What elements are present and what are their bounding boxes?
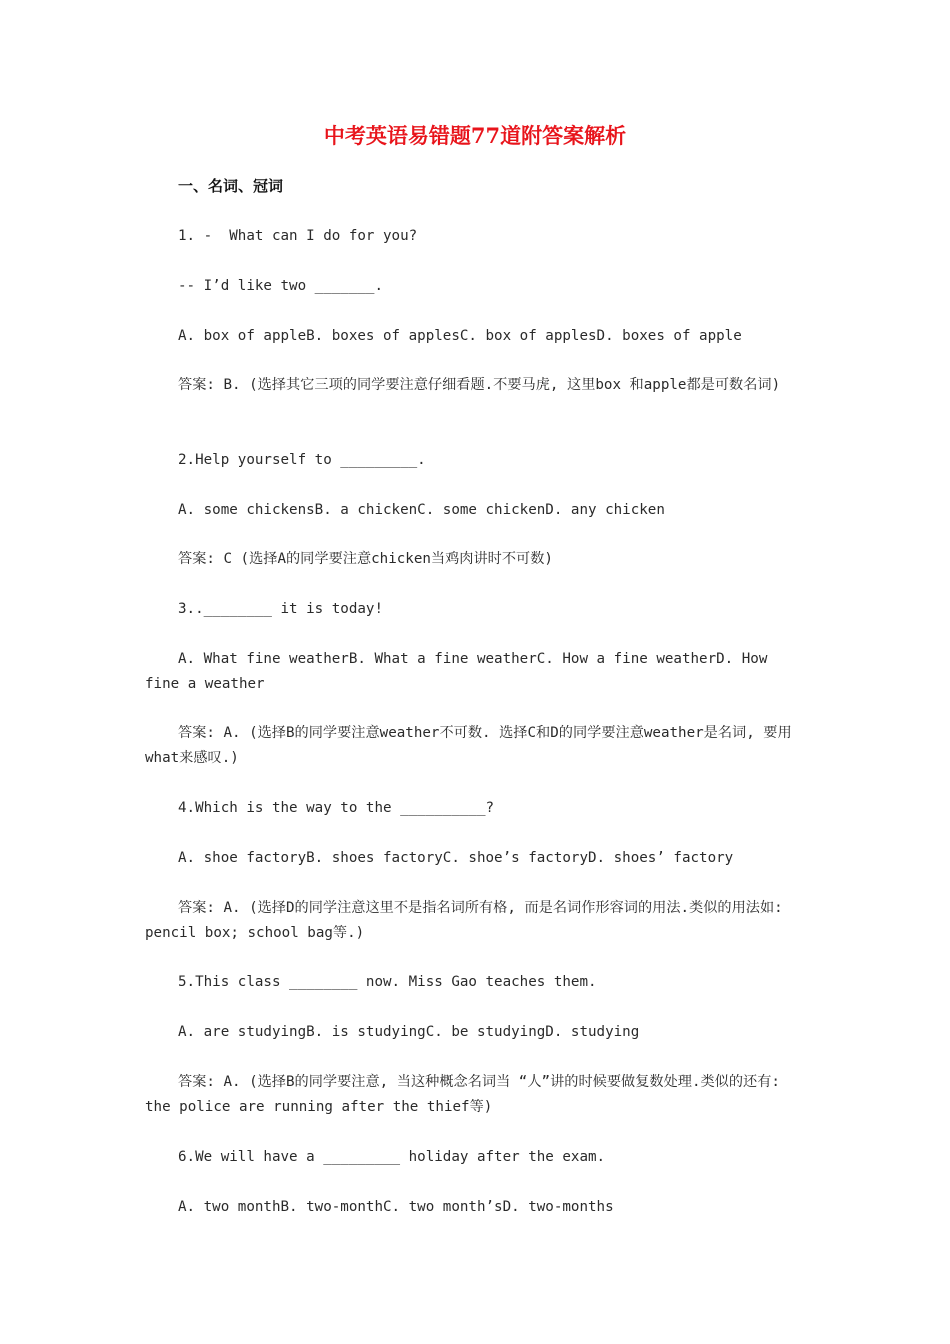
line-text: 4.Which is the way to the __________? [178,800,495,816]
question-1-options [145,324,810,349]
line-text: 答案: A. (选择D的同学注意这里不是指名词所有格, 而是名词作形容词的用法.类似的用法如: pencil box; school bag等.) [145,900,792,941]
line-text: 2.Help yourself to _________. [178,452,426,468]
line-text: 答案: B. (选择其它三项的同学要注意仔细看题.不要马虎, 这里box 和apple都是可数名词) [178,377,781,393]
line-text: 5.This class ________ now. Miss Gao teaches them. [178,974,597,990]
question-4-answer [145,896,810,946]
line-text: A. some chickensB. a chickenC. some chickenD. any chicken [178,502,665,518]
question-2-options [145,498,810,523]
question-6-options [145,1195,810,1220]
line-text: A. What fine weatherB. What a fine weatherC. How a fine weatherD. How fine a weather [145,651,776,692]
section-heading: 一、名词、冠词 [178,177,284,195]
question-6-stem [145,1145,810,1170]
line-text: 答案: C (选择A的同学要注意chicken当鸡肉讲时不可数) [178,551,553,567]
question-2-answer [145,547,810,572]
question-1-answer [145,373,810,398]
question-5-options [145,1020,810,1045]
line-text: A. box of appleB. boxes of applesC. box of applesD. boxes of apple [178,328,742,344]
question-3-stem [145,597,810,622]
line-text: 答案: A. (选择B的同学要注意, 当这种概念名词当 “人”讲的时候要做复数处理.类似的还有: the police are running after the thief等) [145,1074,789,1115]
question-4-options [145,846,810,871]
document-title: 中考英语易错题77道附答案解析 [323,123,627,148]
question-5-answer [145,1070,810,1120]
question-2-stem [145,448,810,473]
line-text: 1. - What can I do for you? [178,228,418,244]
question-5-stem [145,970,810,995]
line-text: 3..________ it is today! [178,601,383,617]
question-3-answer [145,721,810,771]
line-text: 6.We will have a _________ holiday after the exam. [178,1149,606,1165]
line-text: A. shoe factoryB. shoes factoryC. shoe’s factoryD. shoes’ factory [178,850,734,866]
question-1-response [145,274,810,299]
question-3-options [145,647,810,697]
question-4-stem [145,796,810,821]
line-text: 答案: A. (选择B的同学要注意weather不可数. 选择C和D的同学要注意weather是名词, 要用what来感叹.) [145,725,792,766]
line-text: A. two monthB. two-monthC. two month’sD. two-months [178,1199,614,1215]
line-text: -- I’d like two _______. [178,278,383,294]
line-text: A. are studyingB. is studyingC. be studyingD. studying [178,1024,640,1040]
question-1-stem [145,224,810,249]
